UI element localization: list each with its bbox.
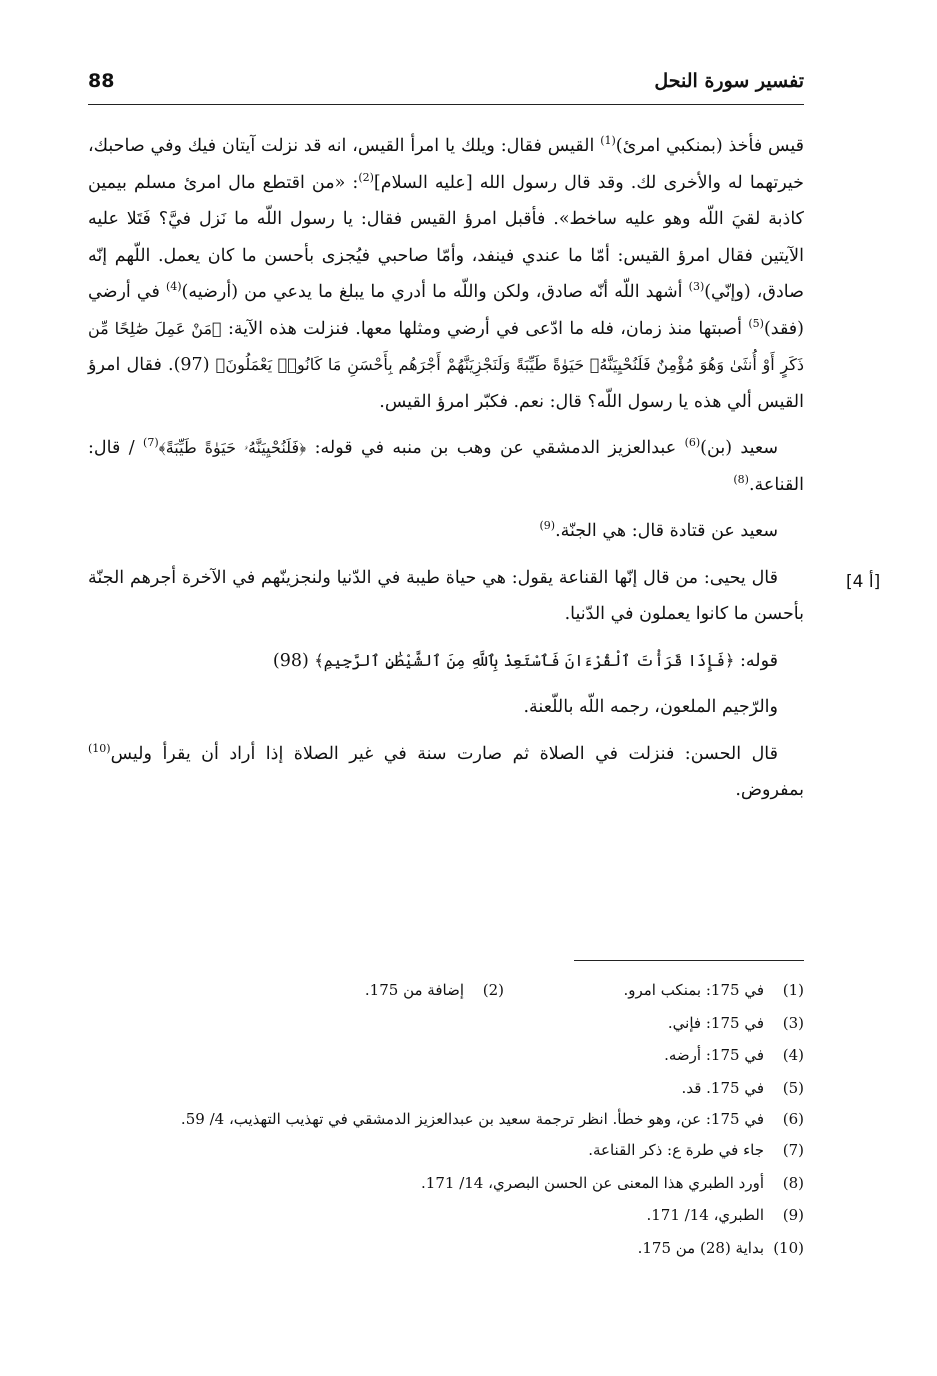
footnote-text: في 175: أرضه. [664, 1046, 764, 1064]
footnote-10 [88, 1232, 804, 1265]
text-run: / قال: القناعة. [88, 438, 804, 495]
footnote-text: بداية (28) من 175. [637, 1238, 764, 1257]
paragraph-6: والرّجيم الملعون، رجمه اللّه باللّعنة. [523, 697, 778, 717]
paragraph-7 [88, 736, 804, 809]
footnote-4 [88, 1039, 804, 1072]
quran-verse: ﴿فَلَنُحْيِيَنَّهُۥ حَيَوٰةً طَيِّبَةً﴾ [158, 438, 307, 457]
footnote-9 [88, 1199, 804, 1232]
footnote-7 [88, 1134, 804, 1167]
footnote-ref-6: (6) [684, 436, 701, 450]
footnote-number: (2) [482, 981, 504, 999]
footnote-number: (1) [782, 981, 804, 999]
quran-verse: ﴿مَنْ عَمِلَ صَٰلِحًا مِّن ذَكَرٍ أَوْ أُنثَىٰ وَهُوَ مُؤْمِنٌ فَلَنُحْيِيَنَّهُۥ حَيَوٰةً طَيِّبَةً وَلَنَجْزِيَنَّهُمْ أَجْرَهُم بِأَحْسَنِ مَا كَانُوا۟ يَعْمَلُونَ﴾ [88, 318, 805, 374]
footnote-text: في 175: بمنكب امرو. [623, 981, 764, 999]
text-run: : «من اقتطع مال امرئ مسلم بيمين كاذبة لقيَ اللّه وهو عليه ساخط». فأقبل امرؤ القيس فقال: يا رسول اللّه ما نَزل فيَّ؟ فَتَلا عليه الآيتين فقال امرؤ القيس: أمّا ما عندي فينفد، وأمّا صاحبي فيُجزى بأحسن ما كان يعمل. اللّهم إنّه صادق، (وإنّي) [88, 172, 804, 302]
footnote-number: (9) [782, 1206, 804, 1224]
footnote-text: في 175. قد. [681, 1078, 764, 1097]
footnote-text: في 175: فإني. [667, 1013, 764, 1032]
paragraph-3 [88, 513, 804, 550]
footnote-1 [504, 974, 804, 1007]
text-run: القيس فقال: ويلك يا امرأ القيس، انه قد نزلت آيتان فيك وفي صاحبك، خيرتهما له والأخرى لك. وقد قال رسول الله [عليه السلام] [88, 136, 804, 193]
text-run: (97). فقال امرؤ القيس ألي هذه يا رسول اللّه؟ قال: نعم. فكبّر امرؤ القيس. [88, 355, 804, 412]
footnote-ref-1: (1) [600, 134, 616, 148]
paragraph-5 [88, 643, 804, 680]
text-run: في أرضي (فقد) [88, 282, 804, 339]
footnote-number: (3) [782, 1013, 804, 1032]
footnote-ref-4: (4) [165, 280, 182, 294]
running-title: تفسير سورة النحل [654, 70, 804, 92]
footnote-number: (5) [782, 1078, 804, 1097]
footnote-2 [204, 974, 504, 1007]
footnote-ref-8: (8) [733, 472, 749, 486]
text-run: (98) [272, 650, 315, 671]
text-run: عبدالعزيز الدمشقي عن وهب بن منبه في قوله: [306, 438, 685, 458]
paragraph-1 [88, 128, 804, 420]
footnote-ref-7: (7) [143, 436, 159, 450]
footnote-text: أورد الطبري هذا المعنى عن الحسن البصري، 14/ 171. [421, 1173, 764, 1192]
footnote-text: الطبري، 14/ 171. [646, 1206, 764, 1224]
footnote-text: جاء في طرة ع: ذكر القناعة. [588, 1141, 764, 1159]
footnote-number: (6) [782, 1110, 804, 1128]
footnote-row [88, 974, 804, 1007]
margin-folio-note: [أ 4] [846, 572, 881, 592]
text-run: أشهد اللّه أنّه صادق، ولكن واللّه ما أدري ما يبلغ ما يدعي من (أرضيه) [181, 282, 689, 302]
footnote-ref-9: (9) [539, 519, 556, 533]
footnote-ref-5: (5) [748, 316, 764, 330]
footnote-number: (10) [773, 1238, 804, 1257]
footnotes [88, 974, 804, 1264]
paragraph-4: قال يحيى: من قال إنّها القناعة يقول: هي حياة طيبة في الدّنيا ولنجزينّهم في الآخرة أجرهم الجنّة بأحسن ما كانوا يعملون في الدّنيا. [88, 567, 804, 624]
quran-verse: ﴿فَإِذَا قَرَأْتَ ٱلْقُرْءَانَ فَٱسْتَعِذْ بِٱللَّهِ مِنَ ٱلشَّيْطَٰنِ ٱلرَّجِيمِ﴾ [314, 650, 735, 670]
text-run: قيس فأخذ (بمنكبي امرئ) [615, 136, 804, 156]
footnote-8 [88, 1167, 804, 1200]
page-header [88, 70, 804, 105]
footnote-divider [574, 960, 804, 961]
text-run: سعيد (بن) [700, 438, 779, 458]
footnote-3 [88, 1007, 804, 1040]
footnote-text: إضافة من 175. [364, 981, 464, 999]
text-run: سعيد عن قتادة قال: هي الجنّة. [555, 521, 778, 541]
text-run: بمفروض. [735, 780, 804, 800]
paragraph-2 [88, 430, 804, 503]
footnote-5 [88, 1072, 804, 1105]
footnote-text: في 175: عن، وهو خطأ. انظر ترجمة سعيد بن عبدالعزيز الدمشقي في تهذيب التهذيب، 4/ 59. [180, 1110, 764, 1128]
footnote-ref-2: (2) [358, 170, 374, 184]
text-run: قال الحسن: فنزلت في الصلاة ثم صارت سنة في غير الصلاة إذا أراد أن يقرأ وليس [110, 743, 778, 764]
footnote-ref-10: (10) [88, 741, 111, 755]
text-run: قوله: [734, 650, 778, 671]
text-run: أصبتها منذ زمان، فله ما ادّعى في أرضي ومثلها معها. فنزلت هذه الآية: [221, 318, 749, 339]
footnote-number: (4) [782, 1046, 804, 1064]
footnote-number: (7) [782, 1141, 804, 1159]
footnote-6 [88, 1104, 804, 1134]
footnote-ref-3: (3) [688, 280, 705, 294]
footnote-number: (8) [782, 1173, 804, 1192]
main-text [88, 128, 804, 809]
page-number: 88 [88, 70, 115, 92]
